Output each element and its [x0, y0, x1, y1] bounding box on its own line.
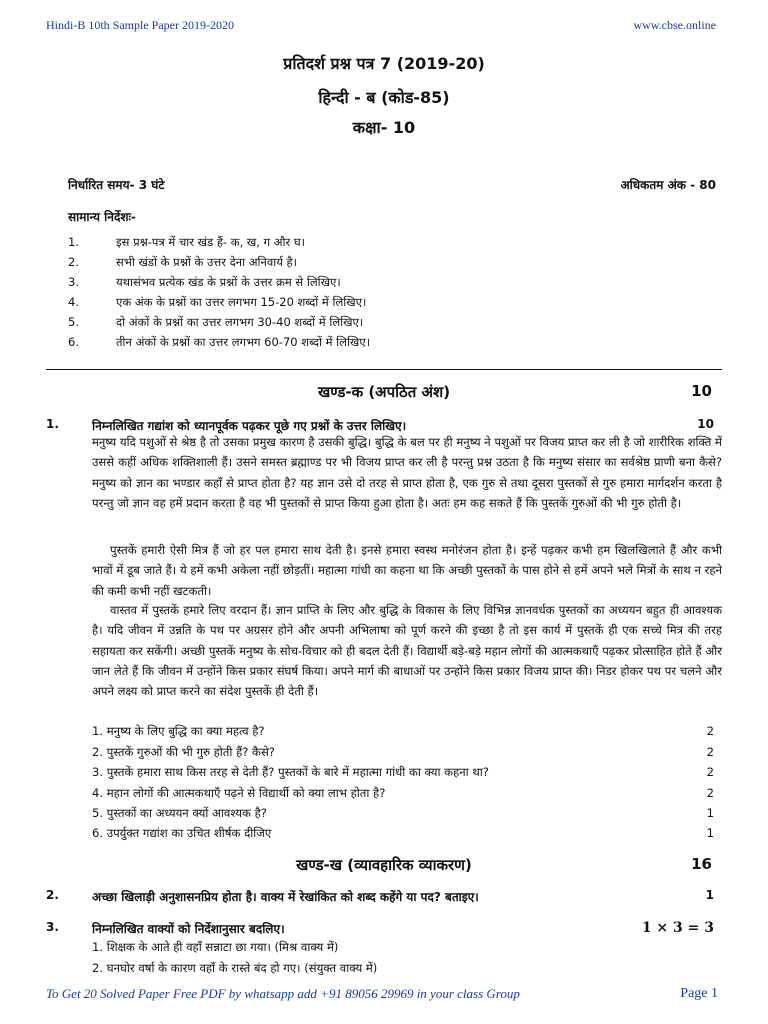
class-title: कक्षा- 10 [352, 118, 416, 137]
max-marks: अधिकतम अंक - 80 [620, 178, 716, 192]
instruction-number: 4. [68, 295, 79, 309]
subject-title: हिन्दी - ब (कोड-85) [318, 88, 450, 107]
header-website[interactable]: www.cbse.online [633, 18, 716, 32]
section-a-title: खण्ड-क (अपठित अंश) [317, 383, 451, 401]
question-number: 3. [46, 920, 59, 934]
passage-paragraph-3 [92, 600, 722, 701]
sub-question-marks: 1 [706, 806, 714, 820]
passage-paragraph-3-text: वास्तव में पुस्तकें हमारे लिए वरदान हैं। ज्ञान प्राप्ति के लिए और बुद्धि के विकास के लिए विभिन्न ज्ञानवर्धक पुस्तकों का अध्ययन बहुत ही आवश्यक है। यदि जीवन में उन्नति के पथ पर अग्रसर होने और अपनी अभिलाषा को पूर्ण करने की इच्छा है तो इस कार्य में पुस्तकें ही एक सच्चे मित्र की तरह सहायता कर सकेंगी। अच्छी पुस्तकें मनुष्य के सोच-विचार को ही बदल देती हैं। विद्यार्थी बड़े-बड़े महान लोगों की आत्मकथाएँ पढ़कर प्रोत्साहित होते हैं और जान लेते हैं कि जीवन में उन्होंने किस प्रकार संघर्ष किया। अपने मार्ग की बाधाओं पर उन्होंने किस प्रकार विजय प्राप्त की। निडर होकर पथ पर चलने और अपने लक्ष्य को प्राप्त करने का संदेश पुस्तकें ही देती हैं। [92, 603, 722, 699]
instruction-text: एक अंक के प्रश्नों का उत्तर लगभग 15-20 शब्दों में लिखिए। [116, 295, 367, 309]
instruction-text: दो अंकों के प्रश्नों का उत्तर लगभग 30-40 शब्दों में लिखिए। [116, 315, 364, 329]
question-number: 1. [46, 417, 59, 431]
sub-question-text: 6. उपर्युक्त गद्यांश का उचित शीर्षक दीजिए [92, 826, 272, 840]
sub-question-text: 1. शिक्षक के आते ही वहाँ सन्नाटा छा गया। (मिश्र वाक्य में) [92, 940, 339, 954]
question-number: 2. [46, 888, 59, 902]
sub-question-text: 2. पुस्तकें गुरुओं की भी गुरु होती हैं? कैसे? [92, 745, 275, 759]
page-number: Page 1 [680, 986, 718, 1001]
sub-question-text: 2. घनघोर वर्षा के कारण वहाँ के रास्ते बंद हो गए। (संयुक्त वाक्य में) [92, 961, 378, 975]
sub-question-marks: 2 [706, 745, 714, 759]
sub-question-text: 3. पुस्तकें हमारा साथ किस तरह से देती हैं? पुस्तकों के बारे में महात्मा गांधी का क्या कहना था? [92, 765, 489, 779]
instruction-text: सभी खंडों के प्रश्नों के उत्तर देना अनिवार्य है। [116, 255, 298, 269]
section-b-title: खण्ड-ख (व्यावहारिक व्याकरण) [296, 856, 472, 874]
instruction-text: इस प्रश्न-पत्र में चार खंड हैं- क, ख, ग और घ। [116, 235, 306, 249]
sub-question-text: 1. मनुष्य के लिए बुद्धि का क्या महत्व है? [92, 724, 265, 738]
footer-promo-text: To Get 20 Solved Paper Free PDF by whatsapp add +91 89056 29969 in your class Group [46, 986, 520, 1001]
question-marks: 1 × 3 = 3 [641, 920, 714, 936]
sub-question-marks: 2 [706, 765, 714, 779]
sub-question-marks: 1 [706, 826, 714, 840]
passage-paragraph-1: मनुष्य यदि पशुओं से श्रेष्ठ है तो उसका प्रमुख कारण है उसकी बुद्धि। बुद्धि के बल पर ही मनुष्य ने पशुओं पर विजय प्राप्त कर ली है जो शारीरिक शक्ति में उससे कहीं अधिक शक्तिशाली हैं। उसने समस्त ब्रह्माण्ड पर भी विजय प्राप्त कर ली है परन्तु प्रश्न उठता है कि मनुष्य संसार का सर्वश्रेष्ठ प्राणी बना कैसे? मनुष्य को ज्ञान का भण्डार कहाँ से प्राप्त होता है? यह ज्ञान उसे दो तरह से प्राप्त होता है, एक गुरु से तथा दूसरा पुस्तकों से गुरु हमारा मार्गदर्शन करता है परन्तु जो ज्ञान वह हमें प्रदान करता है वह भी पुस्तकों से प्राप्त किया हुआ होता है। अतः हम कह सकते हैं कि पुस्तकें गुरुओं की भी गुरु होती है। [92, 435, 722, 510]
instruction-number: 2. [68, 255, 79, 269]
divider [46, 369, 722, 370]
instructions-title: सामान्य निर्देशः- [68, 210, 136, 224]
question-text: निम्नलिखित गद्यांश को ध्यानपूर्वक पढ़कर पूछे गए प्रश्नों के उत्तर लिखिए। [92, 419, 407, 433]
instruction-text: तीन अंकों के प्रश्नों का उत्तर लगभग 60-70 शब्दों में लिखिए। [116, 335, 371, 349]
sub-question-marks: 2 [706, 724, 714, 738]
passage-paragraph-2-text: पुस्तकें हमारी ऐसी मित्र हैं जो हर पल हमारा साथ देती है। इनसे हमारा स्वस्थ मनोरंजन होता है। इन्हें पढ़कर कभी हम खिलखिलाते हैं और कभी भावों में डूब जाते हैं। ये हमें कभी अकेला नहीं छोड़तीं। महात्मा गांधी का कहना था कि अच्छी पुस्तकों के पास होने से हमें अपने भले मित्रों के साथ न रहने की कमी कभी नहीं खटकती। [92, 543, 722, 598]
section-b-marks: 16 [691, 855, 712, 873]
question-text: अच्छा खिलाड़ी अनुशासनप्रिय होता है। वाक्य में रेखांकित को शब्द कहेंगे या पद? बताइए। [92, 890, 479, 904]
sub-question-text: 4. महान लोगों की आत्मकथाएँ पढ़ने से विद्यार्थी को क्या लाभ होता है? [92, 786, 386, 800]
page-title: प्रतिदर्श प्रश्न पत्र 7 (2019-20) [283, 54, 485, 73]
instruction-number: 6. [68, 335, 79, 349]
question-marks: 1 [705, 888, 714, 902]
passage-paragraph-2 [92, 540, 722, 601]
question-marks: 10 [697, 417, 714, 431]
question-text: निम्नलिखित वाक्यों को निर्देशानुसार बदलिए। [92, 922, 285, 936]
header-paper-name: Hindi-B 10th Sample Paper 2019-2020 [46, 18, 234, 32]
instruction-number: 3. [68, 275, 79, 289]
instruction-number: 5. [68, 315, 79, 329]
instruction-text: यथासंभव प्रत्येक खंड के प्रश्नों के उत्तर क्रम से लिखिए। [116, 275, 341, 289]
sub-question-marks: 2 [706, 786, 714, 800]
section-a-marks: 10 [691, 382, 712, 400]
instruction-number: 1. [68, 235, 79, 249]
time-allowed: निर्धारित समय- 3 घंटे [68, 178, 165, 192]
sub-question-text: 5. पुस्तकों का अध्ययन क्यों आवश्यक है? [92, 806, 267, 820]
